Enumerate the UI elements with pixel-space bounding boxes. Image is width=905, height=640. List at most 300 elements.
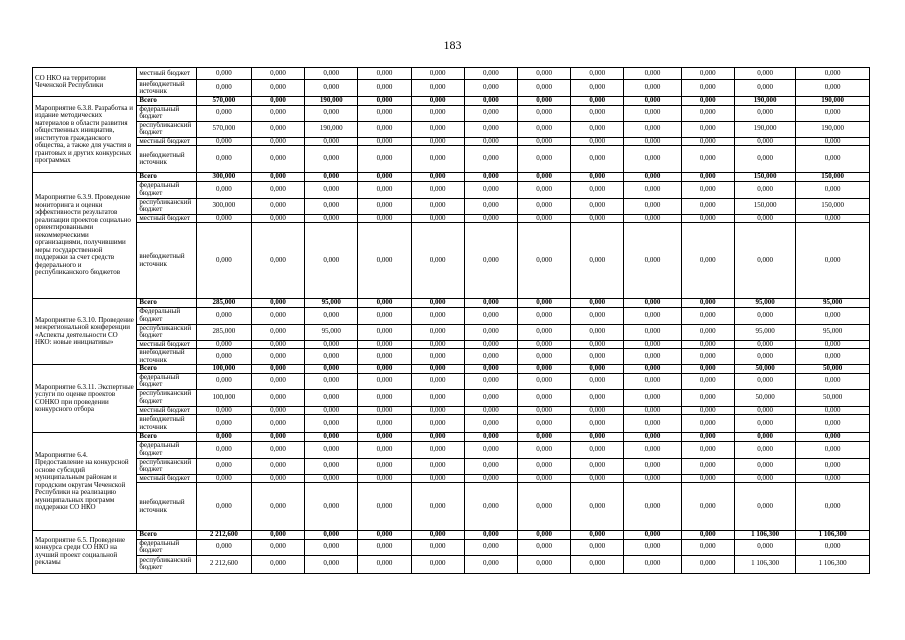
amount-cell: 0,000 <box>196 406 251 415</box>
amount-cell: 0,000 <box>681 415 734 433</box>
event-name: Мароприятие 6.3.10. Проведение межрегиональной конференции «Аспекты деятельности СО НКО: новые инициативы» <box>33 299 137 365</box>
amount-cell: 0,000 <box>571 539 624 555</box>
amount-cell: 0,000 <box>464 146 517 173</box>
amount-cell: 0,000 <box>681 474 734 483</box>
amount-cell: 0,000 <box>196 433 251 442</box>
amount-cell: 0,000 <box>517 97 570 106</box>
table-row <box>33 433 870 442</box>
amount-cell: 0,000 <box>464 365 517 374</box>
amount-cell: 0,000 <box>358 474 411 483</box>
amount-cell: 0,000 <box>411 324 464 340</box>
amount-cell: 0,000 <box>411 349 464 365</box>
amount-cell: 0,000 <box>796 137 870 146</box>
amount-cell: 0,000 <box>681 105 734 121</box>
amount-cell: 0,000 <box>358 483 411 531</box>
amount-cell: 0,000 <box>681 146 734 173</box>
amount-cell: 0,000 <box>251 433 304 442</box>
amount-cell: 0,000 <box>571 181 624 198</box>
amount-cell: 0,000 <box>681 307 734 324</box>
amount-cell: 0,000 <box>517 121 570 137</box>
amount-cell: 100,000 <box>196 365 251 374</box>
amount-cell: 50,000 <box>796 365 870 374</box>
amount-cell: 2 212,600 <box>196 531 251 540</box>
amount-cell: 0,000 <box>796 80 870 97</box>
amount-cell: 0,000 <box>196 146 251 173</box>
amount-cell: 0,000 <box>681 97 734 106</box>
budget-table <box>32 67 870 574</box>
amount-cell: 0,000 <box>305 198 358 214</box>
amount-cell: 0,000 <box>251 373 304 389</box>
amount-cell: 0,000 <box>571 415 624 433</box>
amount-cell: 0,000 <box>358 173 411 182</box>
amount-cell: 0,000 <box>251 198 304 214</box>
amount-cell: 0,000 <box>571 105 624 121</box>
table-row <box>33 214 870 223</box>
table-row <box>33 349 870 365</box>
amount-cell: 0,000 <box>571 349 624 365</box>
amount-cell: 0,000 <box>624 483 681 531</box>
amount-cell: 0,000 <box>734 340 795 349</box>
amount-cell: 0,000 <box>571 80 624 97</box>
amount-cell: 0,000 <box>571 214 624 223</box>
amount-cell: 0,000 <box>251 531 304 540</box>
amount-cell: 0,000 <box>358 146 411 173</box>
amount-cell: 0,000 <box>734 80 795 97</box>
amount-cell: 0,000 <box>305 146 358 173</box>
amount-cell: 0,000 <box>734 307 795 324</box>
amount-cell: 0,000 <box>624 406 681 415</box>
amount-cell: 50,000 <box>796 389 870 406</box>
amount-cell: 0,000 <box>464 441 517 458</box>
funding-source: местный бюджет <box>137 214 196 223</box>
amount-cell: 0,000 <box>305 105 358 121</box>
funding-source: Всего <box>137 365 196 374</box>
amount-cell: 0,000 <box>517 137 570 146</box>
amount-cell: 0,000 <box>796 223 870 299</box>
amount-cell: 0,000 <box>411 173 464 182</box>
funding-source: федеральный бюджет <box>137 181 196 198</box>
amount-cell: 0,000 <box>571 299 624 308</box>
amount-cell: 0,000 <box>681 373 734 389</box>
amount-cell: 0,000 <box>796 373 870 389</box>
amount-cell: 0,000 <box>464 68 517 80</box>
amount-cell: 0,000 <box>796 415 870 433</box>
amount-cell: 0,000 <box>411 121 464 137</box>
amount-cell: 0,000 <box>517 307 570 324</box>
amount-cell: 0,000 <box>196 441 251 458</box>
table-row <box>33 299 870 308</box>
amount-cell: 0,000 <box>411 539 464 555</box>
amount-cell: 0,000 <box>196 458 251 474</box>
amount-cell: 0,000 <box>464 121 517 137</box>
amount-cell: 0,000 <box>681 349 734 365</box>
table-row <box>33 137 870 146</box>
amount-cell: 1 106,300 <box>734 555 795 573</box>
amount-cell: 0,000 <box>358 555 411 573</box>
amount-cell: 0,000 <box>796 105 870 121</box>
amount-cell: 0,000 <box>358 137 411 146</box>
funding-source: внебюджетный источник <box>137 146 196 173</box>
amount-cell: 0,000 <box>411 223 464 299</box>
amount-cell: 0,000 <box>796 458 870 474</box>
funding-source: местный бюджет <box>137 340 196 349</box>
amount-cell: 0,000 <box>251 406 304 415</box>
table-row <box>33 365 870 374</box>
amount-cell: 0,000 <box>517 146 570 173</box>
event-name: СО НКО на территории Чеченской Республики <box>33 68 137 97</box>
amount-cell: 0,000 <box>624 307 681 324</box>
amount-cell: 0,000 <box>411 214 464 223</box>
amount-cell: 0,000 <box>196 415 251 433</box>
amount-cell: 0,000 <box>251 441 304 458</box>
amount-cell: 0,000 <box>411 365 464 374</box>
amount-cell: 0,000 <box>624 373 681 389</box>
amount-cell: 190,000 <box>796 97 870 106</box>
amount-cell: 0,000 <box>517 406 570 415</box>
amount-cell: 0,000 <box>411 373 464 389</box>
event-name: Мароприятие 6.3.11. Экспертные услуги по оценке проектов СОНКО при проведении конкурсного отбора <box>33 365 137 433</box>
amount-cell: 0,000 <box>796 441 870 458</box>
amount-cell: 0,000 <box>305 433 358 442</box>
funding-source: федеральный бюджет <box>137 373 196 389</box>
amount-cell: 0,000 <box>464 173 517 182</box>
amount-cell: 0,000 <box>796 214 870 223</box>
amount-cell: 0,000 <box>251 121 304 137</box>
amount-cell: 95,000 <box>796 299 870 308</box>
table-row <box>33 389 870 406</box>
amount-cell: 150,000 <box>796 198 870 214</box>
amount-cell: 0,000 <box>517 324 570 340</box>
funding-source: Всего <box>137 433 196 442</box>
amount-cell: 300,000 <box>196 173 251 182</box>
amount-cell: 95,000 <box>734 299 795 308</box>
amount-cell: 0,000 <box>796 433 870 442</box>
amount-cell: 0,000 <box>358 307 411 324</box>
amount-cell: 95,000 <box>305 324 358 340</box>
amount-cell: 0,000 <box>358 415 411 433</box>
amount-cell: 0,000 <box>624 137 681 146</box>
table-row <box>33 539 870 555</box>
amount-cell: 0,000 <box>571 458 624 474</box>
amount-cell: 0,000 <box>358 121 411 137</box>
amount-cell: 0,000 <box>358 181 411 198</box>
amount-cell: 0,000 <box>251 307 304 324</box>
amount-cell: 0,000 <box>681 299 734 308</box>
amount-cell: 0,000 <box>196 349 251 365</box>
amount-cell: 0,000 <box>571 531 624 540</box>
amount-cell: 0,000 <box>571 340 624 349</box>
amount-cell: 95,000 <box>305 299 358 308</box>
amount-cell: 0,000 <box>196 483 251 531</box>
amount-cell: 0,000 <box>734 373 795 389</box>
amount-cell: 0,000 <box>358 365 411 374</box>
amount-cell: 0,000 <box>251 223 304 299</box>
amount-cell: 0,000 <box>796 181 870 198</box>
amount-cell: 0,000 <box>358 324 411 340</box>
amount-cell: 0,000 <box>411 97 464 106</box>
amount-cell: 0,000 <box>681 214 734 223</box>
amount-cell: 0,000 <box>464 433 517 442</box>
table-row <box>33 198 870 214</box>
funding-source: федеральный бюджет <box>137 105 196 121</box>
amount-cell: 0,000 <box>517 68 570 80</box>
amount-cell: 0,000 <box>305 539 358 555</box>
amount-cell: 0,000 <box>681 531 734 540</box>
amount-cell: 0,000 <box>411 555 464 573</box>
table-row <box>33 173 870 182</box>
amount-cell: 0,000 <box>251 483 304 531</box>
amount-cell: 0,000 <box>681 389 734 406</box>
amount-cell: 0,000 <box>464 299 517 308</box>
amount-cell: 0,000 <box>358 299 411 308</box>
amount-cell: 0,000 <box>681 324 734 340</box>
amount-cell: 0,000 <box>571 433 624 442</box>
amount-cell: 0,000 <box>305 474 358 483</box>
amount-cell: 0,000 <box>251 539 304 555</box>
amount-cell: 300,000 <box>196 198 251 214</box>
amount-cell: 0,000 <box>734 146 795 173</box>
amount-cell: 0,000 <box>624 389 681 406</box>
amount-cell: 0,000 <box>196 474 251 483</box>
amount-cell: 0,000 <box>624 340 681 349</box>
amount-cell: 190,000 <box>305 121 358 137</box>
page-number: 183 <box>443 38 462 52</box>
amount-cell: 0,000 <box>411 406 464 415</box>
amount-cell: 0,000 <box>796 68 870 80</box>
amount-cell: 0,000 <box>796 349 870 365</box>
amount-cell: 0,000 <box>358 373 411 389</box>
amount-cell: 0,000 <box>624 349 681 365</box>
amount-cell: 0,000 <box>464 340 517 349</box>
amount-cell: 0,000 <box>517 173 570 182</box>
amount-cell: 0,000 <box>681 181 734 198</box>
amount-cell: 0,000 <box>517 483 570 531</box>
amount-cell: 0,000 <box>624 531 681 540</box>
amount-cell: 0,000 <box>358 97 411 106</box>
amount-cell: 0,000 <box>571 121 624 137</box>
funding-source: республиканский бюджет <box>137 198 196 214</box>
amount-cell: 0,000 <box>624 433 681 442</box>
amount-cell: 0,000 <box>624 173 681 182</box>
amount-cell: 0,000 <box>358 80 411 97</box>
amount-cell: 0,000 <box>734 539 795 555</box>
amount-cell: 0,000 <box>411 68 464 80</box>
amount-cell: 0,000 <box>305 441 358 458</box>
amount-cell: 0,000 <box>411 105 464 121</box>
amount-cell: 0,000 <box>571 198 624 214</box>
amount-cell: 0,000 <box>196 214 251 223</box>
funding-source: федеральный бюджет <box>137 539 196 555</box>
table-row <box>33 415 870 433</box>
amount-cell: 0,000 <box>517 105 570 121</box>
amount-cell: 0,000 <box>681 198 734 214</box>
amount-cell: 190,000 <box>734 97 795 106</box>
amount-cell: 0,000 <box>411 80 464 97</box>
amount-cell: 1 106,300 <box>734 531 795 540</box>
amount-cell: 0,000 <box>464 531 517 540</box>
amount-cell: 0,000 <box>517 340 570 349</box>
funding-source: внебюджетный источник <box>137 483 196 531</box>
amount-cell: 0,000 <box>571 324 624 340</box>
amount-cell: 1 106,300 <box>796 531 870 540</box>
amount-cell: 0,000 <box>305 173 358 182</box>
amount-cell: 0,000 <box>517 415 570 433</box>
amount-cell: 0,000 <box>305 340 358 349</box>
amount-cell: 0,000 <box>624 181 681 198</box>
amount-cell: 0,000 <box>358 105 411 121</box>
amount-cell: 0,000 <box>251 389 304 406</box>
amount-cell: 570,000 <box>196 121 251 137</box>
amount-cell: 0,000 <box>464 474 517 483</box>
table-row <box>33 223 870 299</box>
amount-cell: 0,000 <box>464 181 517 198</box>
amount-cell: 0,000 <box>196 68 251 80</box>
funding-source: внебюджетный источник <box>137 349 196 365</box>
amount-cell: 0,000 <box>681 458 734 474</box>
event-name: Мароприятие 6.4. Предоставление на конкурсной основе субсидий муниципальным районам и городским округам Чеченской Республики на реализацию муниципальных программ поддержки СО НКО <box>33 433 137 531</box>
amount-cell: 0,000 <box>305 483 358 531</box>
amount-cell: 0,000 <box>358 223 411 299</box>
amount-cell: 0,000 <box>681 433 734 442</box>
amount-cell: 0,000 <box>517 389 570 406</box>
amount-cell: 0,000 <box>411 146 464 173</box>
amount-cell: 1 106,300 <box>796 555 870 573</box>
funding-source: внебюджетный источник <box>137 223 196 299</box>
amount-cell: 0,000 <box>251 214 304 223</box>
amount-cell: 0,000 <box>251 349 304 365</box>
amount-cell: 0,000 <box>624 539 681 555</box>
table-row <box>33 80 870 97</box>
amount-cell: 0,000 <box>358 531 411 540</box>
amount-cell: 0,000 <box>734 214 795 223</box>
amount-cell: 0,000 <box>464 105 517 121</box>
amount-cell: 0,000 <box>464 307 517 324</box>
amount-cell: 570,000 <box>196 97 251 106</box>
amount-cell: 0,000 <box>571 307 624 324</box>
amount-cell: 0,000 <box>305 373 358 389</box>
amount-cell: 0,000 <box>517 539 570 555</box>
funding-source: республиканский бюджет <box>137 458 196 474</box>
amount-cell: 0,000 <box>734 458 795 474</box>
amount-cell: 0,000 <box>464 415 517 433</box>
amount-cell: 0,000 <box>358 458 411 474</box>
amount-cell: 0,000 <box>681 539 734 555</box>
amount-cell: 0,000 <box>681 68 734 80</box>
amount-cell: 0,000 <box>305 555 358 573</box>
amount-cell: 0,000 <box>305 406 358 415</box>
amount-cell: 0,000 <box>464 373 517 389</box>
amount-cell: 0,000 <box>305 415 358 433</box>
amount-cell: 0,000 <box>571 365 624 374</box>
amount-cell: 0,000 <box>624 146 681 173</box>
amount-cell: 0,000 <box>196 181 251 198</box>
amount-cell: 0,000 <box>624 121 681 137</box>
amount-cell: 0,000 <box>358 406 411 415</box>
amount-cell: 150,000 <box>734 198 795 214</box>
amount-cell: 0,000 <box>517 223 570 299</box>
amount-cell: 0,000 <box>411 299 464 308</box>
amount-cell: 0,000 <box>681 365 734 374</box>
table-row <box>33 531 870 540</box>
amount-cell: 0,000 <box>624 223 681 299</box>
funding-source: Всего <box>137 531 196 540</box>
amount-cell: 0,000 <box>624 299 681 308</box>
amount-cell: 0,000 <box>571 441 624 458</box>
amount-cell: 0,000 <box>305 80 358 97</box>
table-row <box>33 97 870 106</box>
amount-cell: 0,000 <box>358 198 411 214</box>
amount-cell: 0,000 <box>517 299 570 308</box>
amount-cell: 0,000 <box>305 137 358 146</box>
funding-source: федеральный бюджет <box>137 441 196 458</box>
amount-cell: 0,000 <box>624 415 681 433</box>
amount-cell: 0,000 <box>681 483 734 531</box>
amount-cell: 0,000 <box>571 68 624 80</box>
amount-cell: 0,000 <box>734 68 795 80</box>
amount-cell: 0,000 <box>464 389 517 406</box>
amount-cell: 0,000 <box>624 324 681 340</box>
amount-cell: 0,000 <box>681 441 734 458</box>
table-row <box>33 474 870 483</box>
amount-cell: 0,000 <box>681 406 734 415</box>
funding-source: Всего <box>137 173 196 182</box>
amount-cell: 0,000 <box>305 458 358 474</box>
amount-cell: 150,000 <box>734 173 795 182</box>
amount-cell: 0,000 <box>251 340 304 349</box>
amount-cell: 0,000 <box>571 146 624 173</box>
amount-cell: 0,000 <box>196 223 251 299</box>
amount-cell: 0,000 <box>196 539 251 555</box>
amount-cell: 0,000 <box>681 555 734 573</box>
amount-cell: 95,000 <box>734 324 795 340</box>
amount-cell: 0,000 <box>517 198 570 214</box>
funding-source: местный бюджет <box>137 406 196 415</box>
table-row <box>33 555 870 573</box>
amount-cell: 0,000 <box>411 307 464 324</box>
amount-cell: 0,000 <box>517 80 570 97</box>
amount-cell: 0,000 <box>411 137 464 146</box>
amount-cell: 0,000 <box>517 433 570 442</box>
amount-cell: 285,000 <box>196 299 251 308</box>
amount-cell: 0,000 <box>305 365 358 374</box>
table-row <box>33 324 870 340</box>
amount-cell: 0,000 <box>411 389 464 406</box>
amount-cell: 150,000 <box>796 173 870 182</box>
table-row <box>33 340 870 349</box>
amount-cell: 190,000 <box>734 121 795 137</box>
amount-cell: 0,000 <box>571 474 624 483</box>
amount-cell: 0,000 <box>734 415 795 433</box>
amount-cell: 0,000 <box>358 349 411 365</box>
amount-cell: 0,000 <box>796 483 870 531</box>
funding-source: местный бюджет <box>137 137 196 146</box>
amount-cell: 0,000 <box>464 349 517 365</box>
funding-source: республиканский бюджет <box>137 121 196 137</box>
amount-cell: 95,000 <box>796 324 870 340</box>
amount-cell: 0,000 <box>305 389 358 406</box>
amount-cell: 0,000 <box>681 80 734 97</box>
amount-cell: 50,000 <box>734 365 795 374</box>
amount-cell: 0,000 <box>517 181 570 198</box>
amount-cell: 0,000 <box>411 531 464 540</box>
amount-cell: 0,000 <box>734 474 795 483</box>
amount-cell: 0,000 <box>734 137 795 146</box>
amount-cell: 0,000 <box>571 555 624 573</box>
amount-cell: 0,000 <box>624 555 681 573</box>
amount-cell: 0,000 <box>411 198 464 214</box>
amount-cell: 0,000 <box>464 555 517 573</box>
amount-cell: 0,000 <box>358 68 411 80</box>
